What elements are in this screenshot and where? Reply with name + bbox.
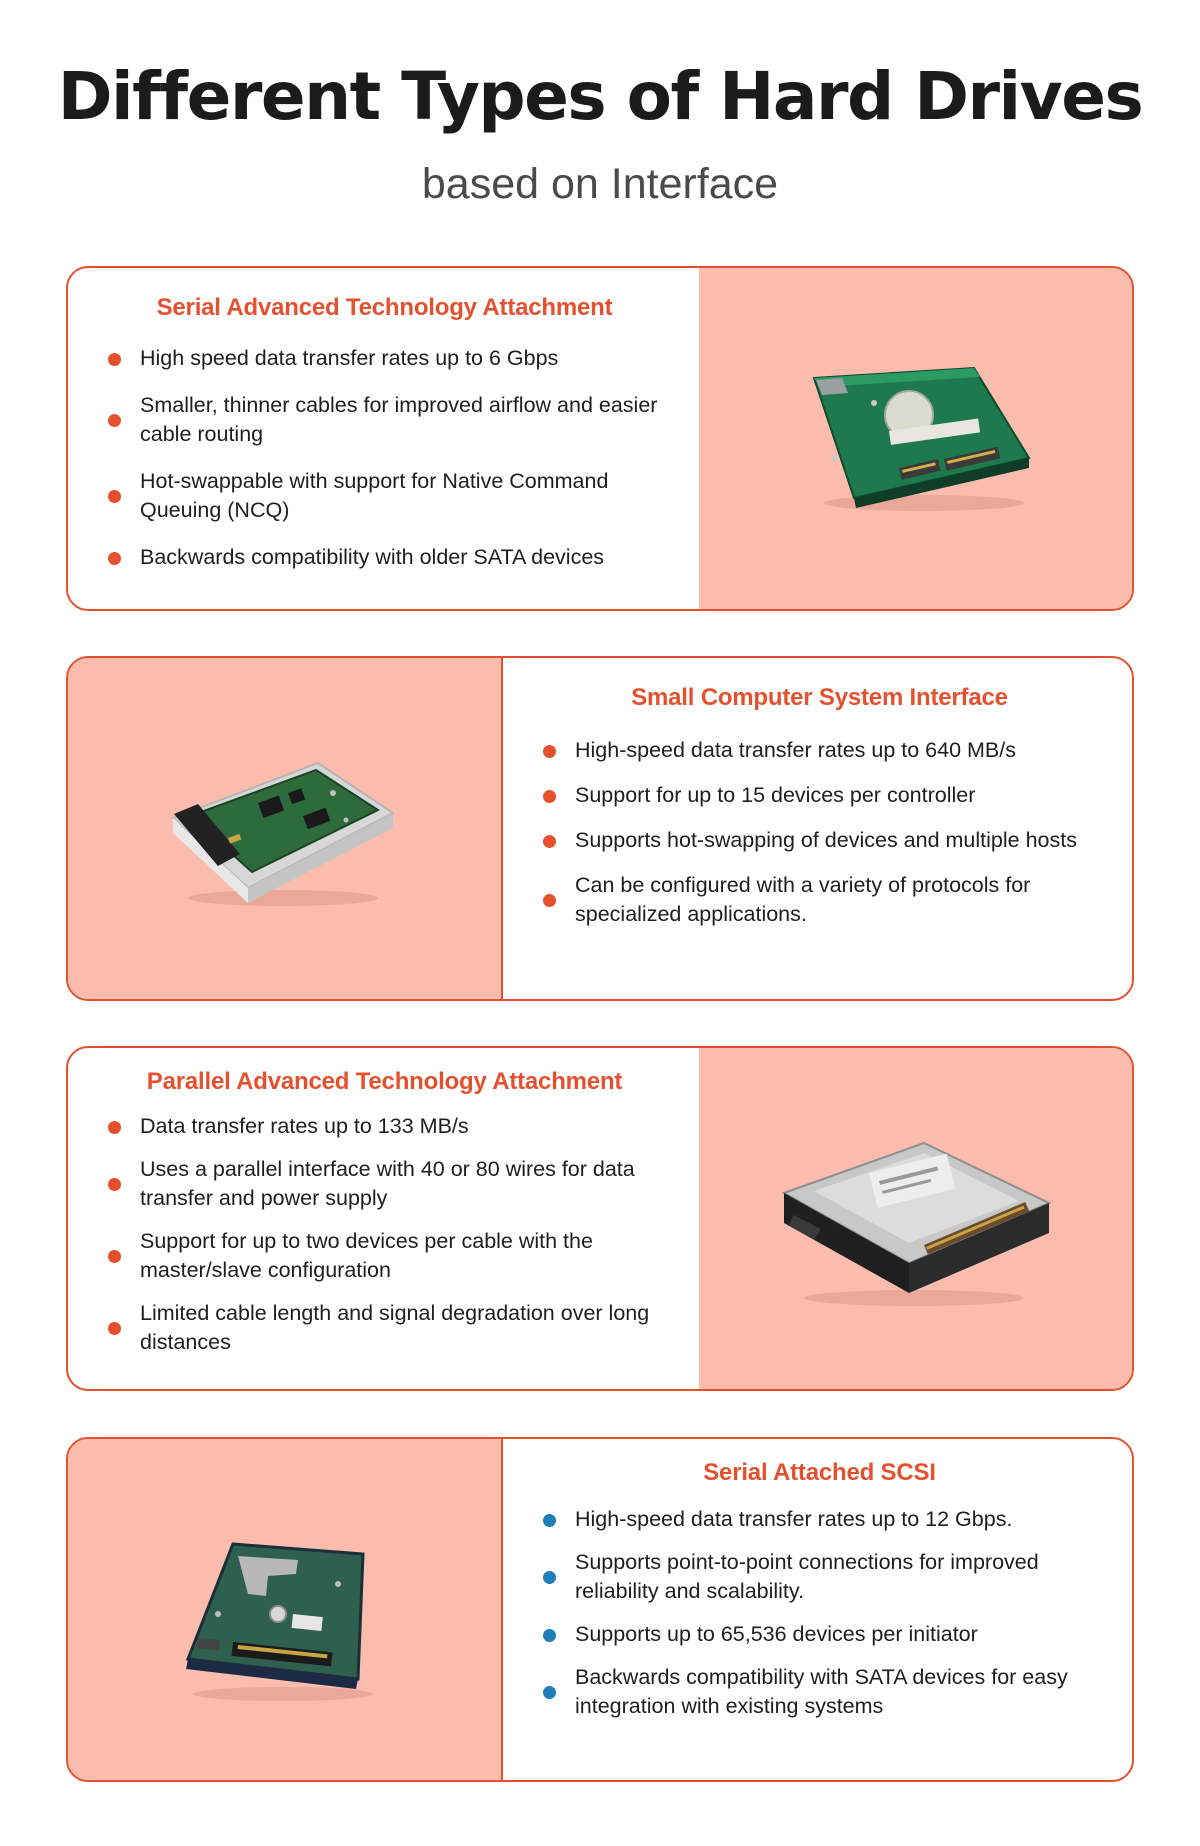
list-item-text: Backwards compatibility with SATA devices for easy integration with existing systems xyxy=(575,1665,1068,1718)
card-image-panel xyxy=(68,1439,501,1780)
list-item xyxy=(539,871,1106,929)
list-item xyxy=(104,1155,671,1213)
bullet-dot-icon xyxy=(543,1686,556,1699)
list-item-text: High-speed data transfer rates up to 640 MB/s xyxy=(575,738,1016,762)
list-item xyxy=(539,1620,1106,1649)
bullet-list xyxy=(68,344,701,572)
list-item-text: Data transfer rates up to 133 MB/s xyxy=(140,1114,469,1138)
sas-drive-icon xyxy=(178,1534,388,1704)
bullet-dot-icon xyxy=(543,1514,556,1527)
card-image-panel xyxy=(699,268,1132,609)
page-title: Different Types of Hard Drives xyxy=(57,58,1143,135)
card-text-panel xyxy=(68,268,703,609)
list-item-text: High-speed data transfer rates up to 12 Gbps. xyxy=(575,1507,1013,1531)
list-item-text: Backwards compatibility with older SATA devices xyxy=(140,545,605,569)
bullet-dot-icon xyxy=(108,1121,121,1134)
list-item xyxy=(104,1227,671,1285)
bullet-list xyxy=(503,1505,1134,1721)
list-item xyxy=(539,736,1106,765)
bullet-dot-icon xyxy=(543,1629,556,1642)
card-text-panel xyxy=(501,658,1134,999)
list-item xyxy=(104,1299,671,1357)
bullet-list xyxy=(68,1112,701,1357)
card-image-panel xyxy=(68,658,501,999)
card-title: Serial Advanced Technology Attachment xyxy=(156,294,613,321)
list-item-text: Supports point-to-point connections for improved reliability and scalability. xyxy=(575,1550,1039,1603)
list-item-text: Limited cable length and signal degradation over long distances xyxy=(140,1301,650,1354)
list-item-text: Uses a parallel interface with 40 or 80 wires for data transfer and power supply xyxy=(140,1157,635,1210)
card-title: Serial Attached SCSI xyxy=(703,1459,936,1486)
list-item xyxy=(104,543,671,572)
bullet-dot-icon xyxy=(543,1571,556,1584)
list-item-text: Hot-swappable with support for Native Command Queuing (NCQ) xyxy=(140,469,609,522)
bullet-dot-icon xyxy=(108,414,121,427)
bullet-dot-icon xyxy=(108,1178,121,1191)
list-item-text: Smaller, thinner cables for improved airflow and easier cable routing xyxy=(140,393,658,446)
list-item xyxy=(539,1505,1106,1534)
list-item-text: Support for up to 15 devices per controller xyxy=(575,783,976,807)
bullet-dot-icon xyxy=(108,1250,121,1263)
card-scsi xyxy=(66,656,1134,1001)
page-subtitle: based on Interface xyxy=(421,160,779,208)
card-sas xyxy=(66,1437,1134,1782)
list-item-text: Can be configured with a variety of protocols for specialized applications. xyxy=(575,873,1031,926)
bullet-dot-icon xyxy=(543,835,556,848)
list-item xyxy=(104,467,671,525)
card-title: Small Computer System Interface xyxy=(631,684,1008,711)
card-pata xyxy=(66,1046,1134,1391)
bullet-list xyxy=(503,736,1134,929)
scsi-drive-icon xyxy=(168,758,398,908)
card-title: Parallel Advanced Technology Attachment xyxy=(146,1068,623,1095)
bullet-dot-icon xyxy=(543,894,556,907)
bullet-dot-icon xyxy=(543,745,556,758)
card-text-panel xyxy=(68,1048,703,1389)
bullet-dot-icon xyxy=(108,552,121,565)
list-item xyxy=(539,781,1106,810)
list-item xyxy=(104,391,671,449)
card-image-panel xyxy=(699,1048,1132,1389)
bullet-dot-icon xyxy=(108,353,121,366)
list-item xyxy=(104,1112,671,1141)
list-item-text: High speed data transfer rates up to 6 Gbps xyxy=(140,346,559,370)
list-item xyxy=(104,344,671,373)
list-item-text: Support for up to two devices per cable with the master/slave configuration xyxy=(140,1229,593,1282)
bullet-dot-icon xyxy=(543,790,556,803)
list-item xyxy=(539,826,1106,855)
card-sata xyxy=(66,266,1134,611)
bullet-dot-icon xyxy=(108,1322,121,1335)
pata-desktop-drive-icon xyxy=(774,1133,1054,1308)
list-item-text: Supports hot-swapping of devices and multiple hosts xyxy=(575,828,1077,852)
list-item-text: Supports up to 65,536 devices per initiator xyxy=(575,1622,978,1646)
list-item xyxy=(539,1663,1106,1721)
list-item xyxy=(539,1548,1106,1606)
sata-laptop-drive-icon xyxy=(804,363,1044,513)
card-text-panel xyxy=(501,1439,1134,1780)
bullet-dot-icon xyxy=(108,490,121,503)
